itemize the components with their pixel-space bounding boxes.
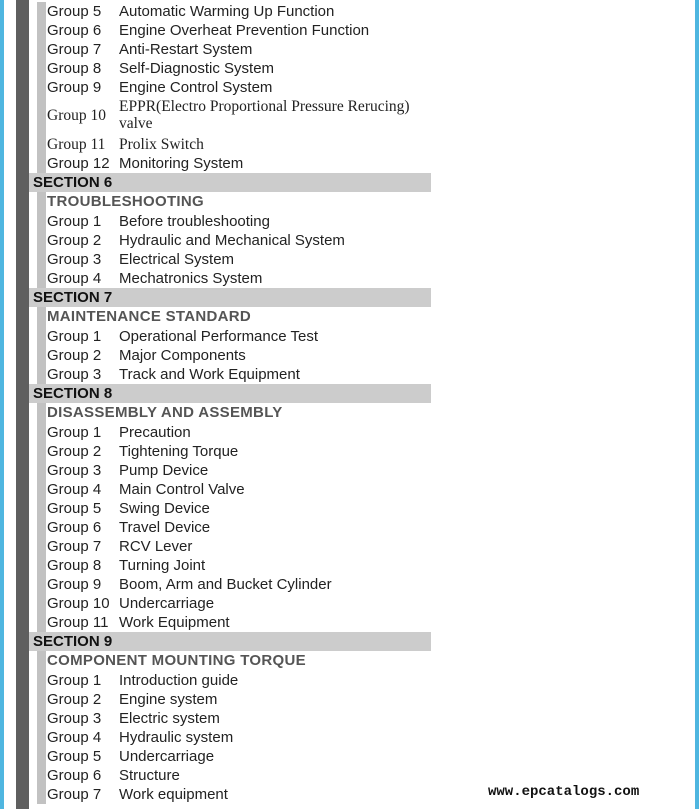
right-frame-border [695, 0, 699, 809]
group-title: Boom, Arm and Bucket Cylinder [119, 576, 332, 593]
group-number: Group 8 [47, 557, 102, 574]
section-heading-text: COMPONENT MOUNTING TORQUE [47, 652, 306, 669]
group-title: Electric system [119, 710, 220, 727]
toc-group-row[interactable] [29, 2, 431, 21]
toc-group-row[interactable] [29, 461, 431, 480]
group-title: Before troubleshooting [119, 213, 270, 230]
group-title: Swing Device [119, 500, 210, 517]
group-number: Group 5 [47, 3, 102, 20]
group-title: Hydraulic and Mechanical System [119, 232, 345, 249]
left-frame-border [0, 0, 4, 809]
group-title: Engine Control System [119, 79, 273, 96]
toc-group-row[interactable] [29, 21, 431, 40]
group-title: Undercarriage [119, 748, 215, 765]
toc-group-row[interactable] [29, 212, 431, 231]
toc-group-row[interactable] [29, 78, 431, 97]
group-title: Anti-Restart System [119, 41, 253, 58]
group-number: Group 3 [47, 710, 102, 727]
group-title: Structure [119, 767, 180, 784]
group-title: Automatic Warming Up Function [119, 3, 335, 20]
group-number: Group 4 [47, 270, 102, 287]
group-number: Group 3 [47, 251, 102, 268]
toc-group-row[interactable] [29, 613, 431, 632]
group-title: Mechatronics System [119, 270, 263, 287]
group-number: Group 3 [47, 462, 102, 479]
group-title: Precaution [119, 424, 191, 441]
toc-group-row[interactable] [29, 709, 431, 728]
section-heading-text: TROUBLESHOOTING [47, 193, 204, 210]
section-header: SECTION 7 [29, 288, 431, 307]
toc-group-row[interactable] [29, 785, 431, 804]
group-number: Group 2 [47, 691, 102, 708]
watermark: www.epcatalogs.com [488, 784, 640, 800]
toc-group-row[interactable] [29, 346, 431, 365]
group-number: Group 11 [47, 136, 106, 153]
group-number: Group 4 [47, 729, 102, 746]
group-title: Undercarriage [119, 595, 215, 612]
group-title: Engine Overheat Prevention Function [119, 22, 370, 39]
toc-group-row[interactable] [29, 766, 431, 785]
group-title: Work equipment [119, 786, 228, 803]
group-number: Group 9 [47, 79, 102, 96]
group-title: Travel Device [119, 519, 211, 536]
toc-group-row[interactable] [29, 154, 431, 173]
toc-group-row[interactable] [29, 442, 431, 461]
table-of-contents [29, 2, 431, 804]
group-number: Group 7 [47, 41, 102, 58]
group-number: Group 6 [47, 519, 102, 536]
group-number: Group 5 [47, 500, 102, 517]
toc-group-row[interactable] [29, 537, 431, 556]
group-title: Monitoring System [119, 155, 244, 172]
group-number: Group 7 [47, 786, 102, 803]
group-number: Group 1 [47, 213, 102, 230]
toc-group-row[interactable] [29, 135, 431, 154]
left-dark-bar [16, 0, 29, 809]
group-number: Group 2 [47, 443, 102, 460]
group-title: Turning Joint [119, 557, 206, 574]
group-title: Major Components [119, 347, 246, 364]
toc-group-row[interactable] [29, 480, 431, 499]
group-number: Group 4 [47, 481, 102, 498]
toc-group-row[interactable] [29, 747, 431, 766]
group-title: Work Equipment [119, 614, 230, 631]
group-number: Group 1 [47, 328, 102, 345]
section-heading [29, 403, 431, 423]
section-header: SECTION 9 [29, 632, 431, 651]
toc-group-row[interactable] [29, 575, 431, 594]
section-header: SECTION 6 [29, 173, 431, 192]
group-number: Group 10 [47, 107, 106, 124]
toc-group-row[interactable] [29, 690, 431, 709]
toc-group-row[interactable] [29, 250, 431, 269]
toc-group-row[interactable] [29, 499, 431, 518]
toc-group-row[interactable] [29, 40, 431, 59]
section-heading [29, 307, 431, 327]
group-title: Pump Device [119, 462, 209, 479]
toc-group-row[interactable] [29, 365, 431, 384]
toc-group-row[interactable] [29, 518, 431, 537]
toc-group-row[interactable] [29, 594, 431, 613]
toc-group-row[interactable] [29, 556, 431, 575]
group-number: Group 8 [47, 60, 102, 77]
group-title: Engine system [119, 691, 218, 708]
toc-group-row[interactable] [29, 231, 431, 250]
group-title: Main Control Valve [119, 481, 245, 498]
group-title: Prolix Switch [119, 136, 204, 153]
section-heading-text: DISASSEMBLY AND ASSEMBLY [47, 404, 283, 421]
group-title: Track and Work Equipment [119, 366, 300, 383]
section-header: SECTION 8 [29, 384, 431, 403]
group-number: Group 6 [47, 767, 102, 784]
group-number: Group 12 [47, 155, 110, 172]
group-title: Introduction guide [119, 672, 239, 689]
toc-group-row[interactable] [29, 423, 431, 442]
section-heading [29, 192, 431, 212]
group-title: Tightening Torque [119, 443, 239, 460]
group-title: RCV Lever [119, 538, 193, 555]
group-number: Group 2 [47, 232, 102, 249]
section-heading-text: MAINTENANCE STANDARD [47, 308, 252, 325]
group-number: Group 3 [47, 366, 102, 383]
group-title: Operational Performance Test [119, 328, 318, 345]
group-number: Group 5 [47, 748, 102, 765]
group-number: Group 7 [47, 538, 102, 555]
group-number: Group 6 [47, 22, 102, 39]
section-heading [29, 651, 431, 671]
group-number: Group 1 [47, 424, 102, 441]
group-number: Group 1 [47, 672, 102, 689]
group-title: Self-Diagnostic System [119, 60, 275, 77]
toc-group-row[interactable] [29, 97, 431, 135]
group-number: Group 2 [47, 347, 102, 364]
toc-group-row[interactable] [29, 269, 431, 288]
group-title: EPPR(Electro Proportional Pressure Rerucing) valve [119, 98, 410, 132]
toc-group-row[interactable] [29, 327, 431, 346]
group-number: Group 11 [47, 614, 109, 631]
toc-group-row[interactable] [29, 59, 431, 78]
toc-group-row[interactable] [29, 671, 431, 690]
toc-group-row[interactable] [29, 728, 431, 747]
group-title: Hydraulic system [119, 729, 234, 746]
group-title: Electrical System [119, 251, 235, 268]
group-number: Group 10 [47, 595, 110, 612]
group-number: Group 9 [47, 576, 102, 593]
